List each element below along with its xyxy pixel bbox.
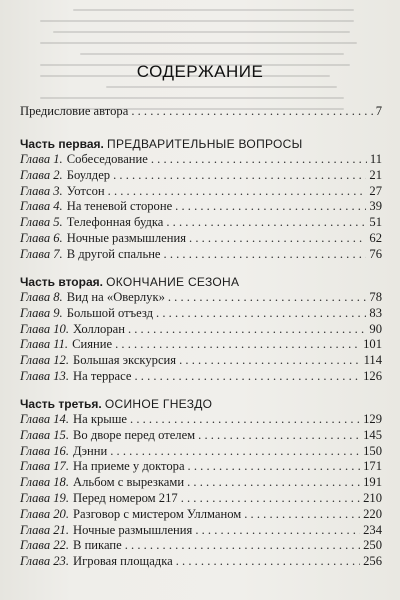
toc-preface — [20, 104, 382, 120]
chapter-title: Сияние — [72, 337, 113, 352]
chapter-page: 114 — [363, 353, 382, 368]
chapter-title: Дэнни — [73, 443, 108, 458]
chapter-page: 11 — [369, 152, 382, 166]
toc-entry — [20, 475, 382, 491]
chapter-label: Глава 5. — [20, 215, 63, 230]
part-heading — [20, 136, 382, 152]
leader-dots — [168, 290, 367, 306]
leader-dots — [128, 322, 366, 338]
leader-dots — [166, 215, 366, 231]
chapter-title: Телефонная будка — [66, 215, 164, 230]
chapter-label: Глава 18. — [20, 475, 70, 490]
chapter-label: Глава 19. — [20, 490, 70, 505]
part-title: ОКОНЧАНИЕ СЕЗОНА — [106, 275, 240, 289]
toc-entry — [20, 231, 382, 247]
toc-part-1 — [20, 136, 382, 263]
chapter-title: Уотсон — [66, 183, 105, 198]
part-heading — [20, 396, 382, 412]
part-label: Часть вторая. — [20, 275, 103, 289]
leader-dots — [125, 538, 360, 554]
chapter-label: Глава 8. — [20, 290, 63, 304]
chapter-page: 27 — [369, 183, 382, 198]
toc-entry — [20, 554, 382, 570]
chapter-label: Глава 13. — [20, 368, 70, 383]
leader-dots — [131, 104, 372, 120]
toc-entry — [20, 290, 382, 306]
chapter-title: Игровая площадка — [73, 554, 173, 569]
chapter-page: 220 — [363, 506, 382, 521]
chapter-page: 126 — [363, 368, 382, 383]
chapter-label: Глава 17. — [20, 459, 70, 474]
chapter-label: Глава 10. — [20, 321, 70, 336]
chapter-label: Глава 14. — [20, 412, 70, 426]
chapter-label: Глава 3. — [20, 183, 63, 198]
toc-entry — [20, 152, 382, 168]
toc-entry — [20, 412, 382, 428]
chapter-label: Глава 12. — [20, 353, 70, 368]
chapter-title: Ночные размышления — [73, 522, 193, 537]
chapter-title: Большой отъезд — [66, 305, 154, 320]
chapter-page: 101 — [363, 337, 382, 352]
toc-entry — [20, 215, 382, 231]
chapter-page: 83 — [369, 305, 382, 320]
part-label: Часть третья. — [20, 397, 102, 411]
chapter-page: 150 — [363, 443, 382, 458]
toc-entry — [20, 184, 382, 200]
leader-dots — [115, 337, 360, 353]
leader-dots — [175, 199, 366, 215]
toc-entry — [20, 428, 382, 444]
toc-entry-preface — [20, 104, 382, 120]
chapter-page: 234 — [363, 522, 382, 537]
part-title: ПРЕДВАРИТЕЛЬНЫЕ ВОПРОСЫ — [107, 137, 303, 151]
part-heading — [20, 274, 382, 290]
toc-entry — [20, 247, 382, 263]
toc-entry — [20, 523, 382, 539]
toc-entry — [20, 353, 382, 369]
toc-entry — [20, 322, 382, 338]
leader-dots — [164, 247, 367, 263]
leader-dots — [198, 428, 360, 444]
chapter-page: 78 — [369, 290, 382, 304]
toc-entry — [20, 168, 382, 184]
toc-entry — [20, 507, 382, 523]
chapter-label: Глава 22. — [20, 538, 70, 553]
chapter-title: В другой спальне — [66, 246, 161, 261]
chapter-label: Глава 6. — [20, 230, 63, 245]
part-title: ОСИНОЕ ГНЕЗДО — [104, 397, 213, 411]
chapter-title: Перед номером 217 — [73, 490, 178, 505]
leader-dots — [108, 184, 367, 200]
leader-dots — [179, 353, 360, 369]
chapter-page: 250 — [363, 538, 382, 553]
chapter-label: Глава 11. — [20, 337, 69, 352]
leader-dots — [188, 459, 361, 475]
chapter-title: На приеме у доктора — [73, 459, 185, 474]
leader-dots — [151, 152, 367, 168]
leader-dots — [130, 412, 360, 428]
chapter-page: 76 — [369, 246, 382, 261]
leader-dots — [195, 523, 360, 539]
chapter-title: Разговор с мистером Уллманом — [73, 506, 242, 521]
chapter-label: Глава 2. — [20, 167, 63, 182]
toc-part-2 — [20, 274, 382, 385]
leader-dots — [113, 168, 366, 184]
chapter-title: На террасе — [73, 368, 132, 383]
chapter-page: 191 — [363, 475, 382, 490]
toc-entry — [20, 306, 382, 322]
chapter-page: 39 — [369, 199, 382, 214]
toc-entry — [20, 491, 382, 507]
toc-heading: СОДЕРЖАНИЕ — [136, 62, 264, 81]
leader-dots — [181, 491, 360, 507]
chapter-label: Глава 15. — [20, 427, 70, 442]
toc-entry — [20, 369, 382, 385]
chapter-title: Боулдер — [66, 167, 111, 182]
toc-entry — [20, 444, 382, 460]
toc-entry — [20, 337, 382, 353]
chapter-page: 210 — [363, 490, 382, 505]
chapter-label: Глава 23. — [20, 554, 70, 569]
chapter-label: Глава 9. — [20, 305, 63, 320]
chapter-page: 62 — [369, 230, 382, 245]
chapter-title: Собеседование — [66, 152, 148, 166]
leader-dots — [176, 554, 360, 570]
chapter-title: Холлоран — [73, 321, 125, 336]
leader-dots — [134, 369, 360, 385]
chapter-label: Глава 7. — [20, 246, 63, 261]
toc-entry — [20, 459, 382, 475]
chapter-title: Ночные размышления — [66, 230, 187, 245]
chapter-page: 171 — [363, 459, 382, 474]
part-label: Часть первая. — [20, 137, 104, 151]
leader-dots — [110, 444, 360, 460]
chapter-title: Большая экскурсия — [73, 353, 177, 368]
chapter-page: 145 — [363, 427, 382, 442]
chapter-label: Глава 1. — [20, 152, 63, 166]
chapter-label: Глава 4. — [20, 199, 63, 214]
chapter-title: Альбом с вырезками — [73, 475, 185, 490]
leader-dots — [156, 306, 366, 322]
chapter-title: Во дворе перед отелем — [73, 427, 196, 442]
chapter-page: 90 — [369, 321, 382, 336]
chapter-page: 51 — [369, 215, 382, 230]
toc-part-3 — [20, 396, 382, 570]
show-through-text — [40, 0, 370, 110]
chapter-page: 256 — [363, 554, 382, 569]
chapter-title: На крыше — [73, 412, 128, 426]
chapter-label: Глава 21. — [20, 522, 70, 537]
chapter-page: 129 — [363, 412, 382, 426]
leader-dots — [189, 231, 366, 247]
entry-page: 7 — [375, 104, 382, 118]
toc-entry — [20, 199, 382, 215]
leader-dots — [244, 507, 360, 523]
chapter-title: В пикапе — [73, 538, 122, 553]
chapter-title: Вид на «Оверлук» — [66, 290, 165, 304]
chapter-page: 21 — [369, 167, 382, 182]
leader-dots — [187, 475, 360, 491]
chapter-label: Глава 20. — [20, 506, 70, 521]
entry-title: Предисловие автора — [20, 104, 129, 118]
chapter-label: Глава 16. — [20, 443, 70, 458]
toc-entry — [20, 538, 382, 554]
chapter-title: На теневой стороне — [66, 199, 173, 214]
